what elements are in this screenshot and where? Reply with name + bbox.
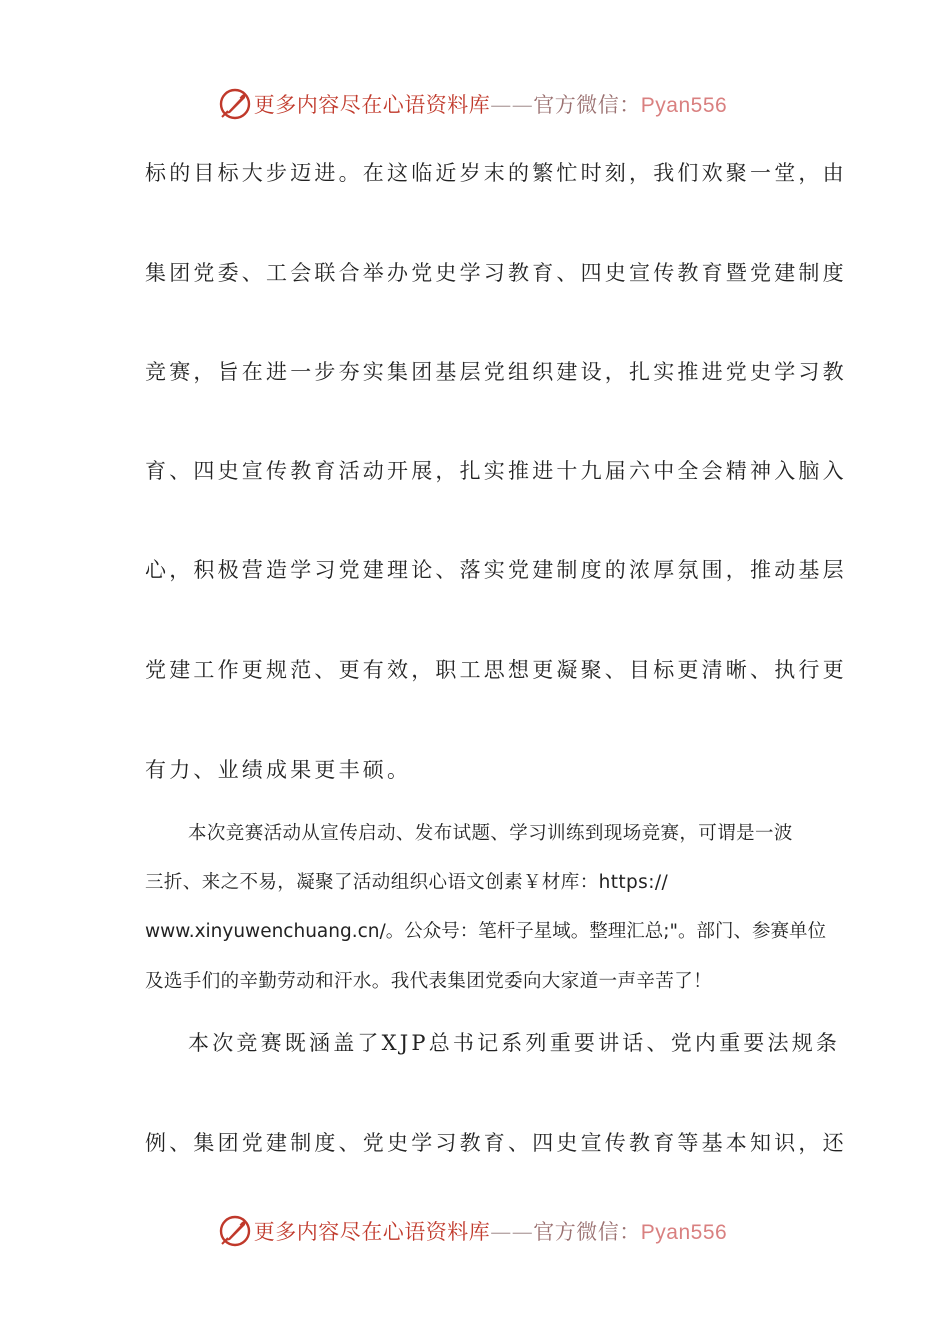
body-line: www.xinyuwenchuang.cn/。公众号：笔杆子星域。整理汇总;"。部门、参赛单位 [145,921,826,942]
banner-wechat-id: Pyan556 [640,1221,728,1244]
footer-banner [0,1211,950,1251]
body-line: 有力、业绩成果更丰硕。 [145,758,412,782]
body-line: 集团党委、工会联合举办党史学习教育、四史宣传教育暨党建制度 [145,261,847,285]
header-banner [0,84,950,124]
body-line: 竞赛，旨在进一步夯实集团基层党组织建设，扎实推进党史学习教 [145,360,847,384]
banner-wechat-label: 官方微信： [533,93,641,117]
body-line: 党建工作更规范、更有效，职工思想更凝聚、目标更清晰、执行更 [145,658,847,682]
banner-wechat-id: Pyan556 [640,94,728,117]
body-line: 标的目标大步迈进。在这临近岁末的繁忙时刻，我们欢聚一堂，由 [145,161,847,185]
banner-dash: —— [490,93,534,117]
banner-text [254,89,727,119]
body-line: 及选手们的辛勤劳动和汗水。我代表集团党委向大家道一声辛苦了！ [145,971,713,992]
banner-wechat-label: 官方微信： [533,1220,641,1244]
banner-dash: —— [490,1220,534,1244]
banner-library-text: 更多内容尽在心语资料库 [253,93,491,117]
body-line: 三折、来之不易，凝聚了活动组织心语文创素￥材库：https:// [145,872,669,893]
banner-library-text: 更多内容尽在心语资料库 [253,1220,491,1244]
quill-logo-icon [218,87,252,121]
quill-logo-icon [218,1214,252,1248]
body-line: 心，积极营造学习党建理论、落实党建制度的浓厚氛围，推动基层 [145,558,847,582]
body-line: 例、集团党建制度、党史学习教育、四史宣传教育等基本知识，还 [145,1131,847,1155]
body-line: 本次竞赛活动从宣传启动、发布试题、学习训练到现场竞赛，可谓是一波 [188,823,793,844]
body-line: 育、四史宣传教育活动开展，扎实推进十九届六中全会精神入脑入 [145,459,847,483]
banner-text [254,1216,727,1246]
body-line: 本次竞赛既涵盖了XJP总书记系列重要讲话、党内重要法规条 [188,1031,841,1055]
